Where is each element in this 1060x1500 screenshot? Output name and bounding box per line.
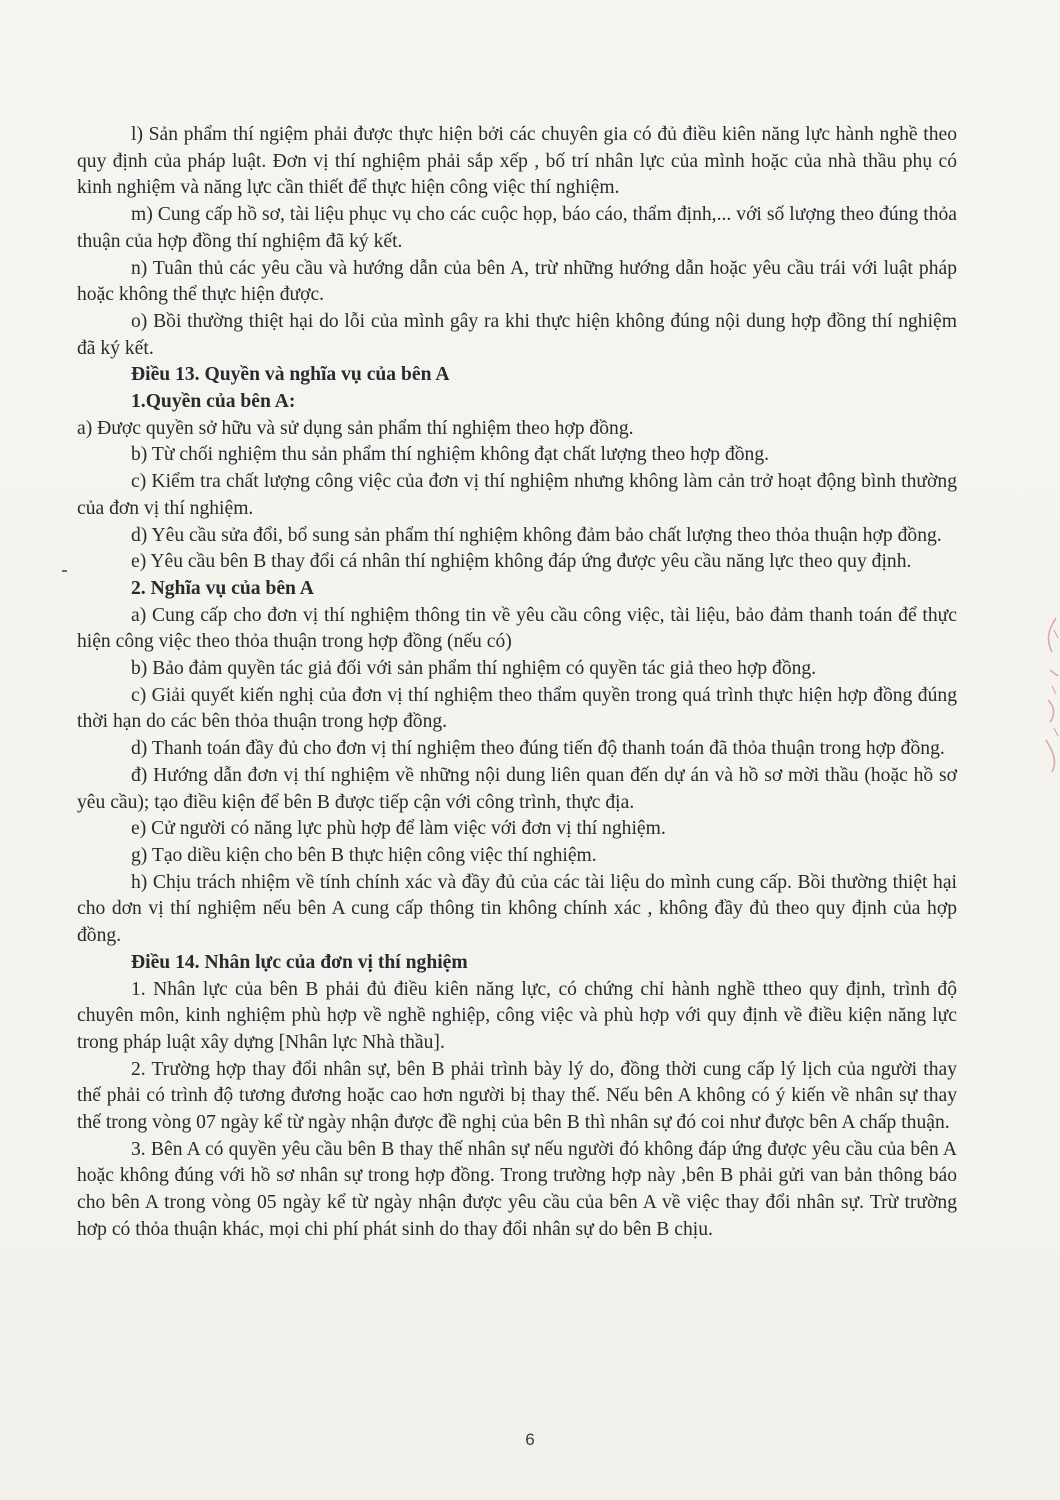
obligation-c: c) Giải quyết kiến nghị của đơn vị thí nghiệm theo thẩm quyền trong quá trình thực hiện hợp đồng đúng thời hạn do các bên thỏa thuận trong hợp đồng. xyxy=(77,684,957,733)
obligation-d: d) Thanh toán đầy đủ cho đơn vị thí nghiệm theo đúng tiến độ thanh toán đã thỏa thuận trong hợp đồng. xyxy=(131,738,945,760)
right-a: a) Được quyền sở hữu và sử dụng sản phẩm thí nghiệm theo hợp đồng. xyxy=(77,417,634,439)
right-e: e) Yêu cầu bên B thay đổi cá nhân thí nghiệm không đáp ứng được yêu cầu năng lực theo quy định. xyxy=(131,551,912,573)
personnel-clause-3: 3. Bên A có quyền yêu cầu bên B thay thế nhân sự nếu người đó không đáp ứng được yêu cầu của bên A hoặc không đúng với hồ sơ nhân sự trong hợp đồng. Trong trường hợp này ,bên B phải gửi van bản thông báo cho bên A trong vòng 05 ngày kể từ ngày nhận được yêu cầu của bên A về việc thay đổi nhân sự. Trừ trường hơp có thỏa thuận khác, mọi chi phí phát sinh do thay đổi nhân sự do bên B chịu. xyxy=(77,1138,957,1240)
article-13-heading: Điều 13. Quyền và nghĩa vụ của bên A xyxy=(131,364,450,386)
paragraph-m: m) Cung cấp hồ sơ, tài liệu phục vụ cho các cuộc họp, báo cáo, thẩm định,... với số lượng theo đúng thỏa thuận của hợp đồng thí nghiệm đã ký kết. xyxy=(77,204,957,252)
obligation-b: b) Bảo đảm quyền tác giả đối với sản phẩm thí nghiệm có quyền tác giả theo hợp đồng. xyxy=(131,658,817,680)
right-c: c) Kiểm tra chất lượng công việc của đơn vị thí nghiệm nhưng không làm cản trở hoạt động bình thường của đơn vị thí nghiệm. xyxy=(77,471,957,519)
personnel-clause-2: 2. Trường hợp thay đổi nhân sự, bên B phải trình bày lý do, đồng thời cung cấp lý lịch của người thay thế phải có trình độ tương đương hoặc cao hơn người bị thay thế. Nếu bên A không có ý kiến về nhân sự thay thế trong vòng 07 ngày kể từ ngày nhận được đề nghị của bên B thì nhân sự đó coi như được bên A chấp thuận. xyxy=(77,1058,957,1134)
right-d: d) Yêu cầu sửa đổi, bổ sung sản phẩm thí nghiệm không đảm bảo chất lượng theo thỏa thuận hợp đồng. xyxy=(131,524,942,546)
document-body xyxy=(77,122,957,1244)
paragraph-n: n) Tuân thủ các yêu cầu và hướng dẫn của bên A, trừ những hướng dẫn hoặc yêu cầu trái với luật pháp hoặc không thể thực hiện được. xyxy=(77,257,957,306)
obligation-dd: đ) Hướng dẫn đơn vị thí nghiệm về những nội dung liên quan đến dự án và hồ sơ mời thầu (hoặc hồ sơ yêu cầu); tạo điều kiện để bên B được tiếp cận với công trình, thực địa. xyxy=(77,764,957,813)
obligation-g: g) Tạo diều kiện cho bên B thực hiện công việc thí nghiệm. xyxy=(131,844,597,866)
paragraph-o: o) Bồi thường thiệt hại do lỗi của mình gây ra khi thực hiện không đúng nội dung hợp đồng thí nghiệm đã ký kết. xyxy=(77,310,957,359)
article-14-heading: Điều 14. Nhân lực của đơn vị thí nghiệm xyxy=(131,951,468,973)
right-b: b) Từ chối nghiệm thu sản phẩm thí nghiệm không đạt chất lượng theo hợp đồng. xyxy=(131,444,770,466)
rights-heading: 1.Quyền của bên A: xyxy=(131,391,296,413)
obligation-a: a) Cung cấp cho đơn vị thí nghiệm thông tin về yêu cầu công việc, tài liệu, bảo đảm thanh toán để thực hiện công việc theo thỏa thuận trong hợp đồng (nếu có) xyxy=(77,604,957,653)
margin-mark xyxy=(62,570,67,572)
obligation-e: e) Cử người có năng lực phù hợp để làm việc với đơn vị thí nghiệm. xyxy=(131,818,666,840)
personnel-clause-1: 1. Nhân lực của bên B phải đủ điều kiên năng lực, có chứng chỉ hành nghề ttheo quy định, trình độ chuyên môn, kinh nghiệm phù hợp về nghề nghiệp, công việc và phù hợp với quy định về điều kiện năng lực trong pháp luật xây dựng [Nhân lực Nhà thầu]. xyxy=(77,978,957,1053)
page-number: 6 xyxy=(525,1430,535,1449)
obligations-heading: 2. Nghĩa vụ của bên A xyxy=(131,577,314,599)
paragraph-l: l) Sản phẩm thí ngiệm phải được thực hiện bởi các chuyên gia có đủ điều kiên năng lực hành nghề theo quy định của pháp luật. Đơn vị thí nghiệm phải sắp xếp , bố trí nhân lực của mình hoặc của nhà thầu phụ có kinh nghiệm và năng lực cần thiết để thực hiện công việc thí nghiệm. xyxy=(77,124,957,199)
obligation-h: h) Chịu trách nhiệm về tính chính xác và đầy đủ của các tài liệu do mình cung cấp. Bồi thường thiệt hại cho dơn vị thí nghiệm nếu bên A cung cấp thông tin không chính xác , không đầy đủ theo quy định của hợp đồng. xyxy=(77,871,957,947)
seal-stamp-fragment xyxy=(1038,610,1060,790)
